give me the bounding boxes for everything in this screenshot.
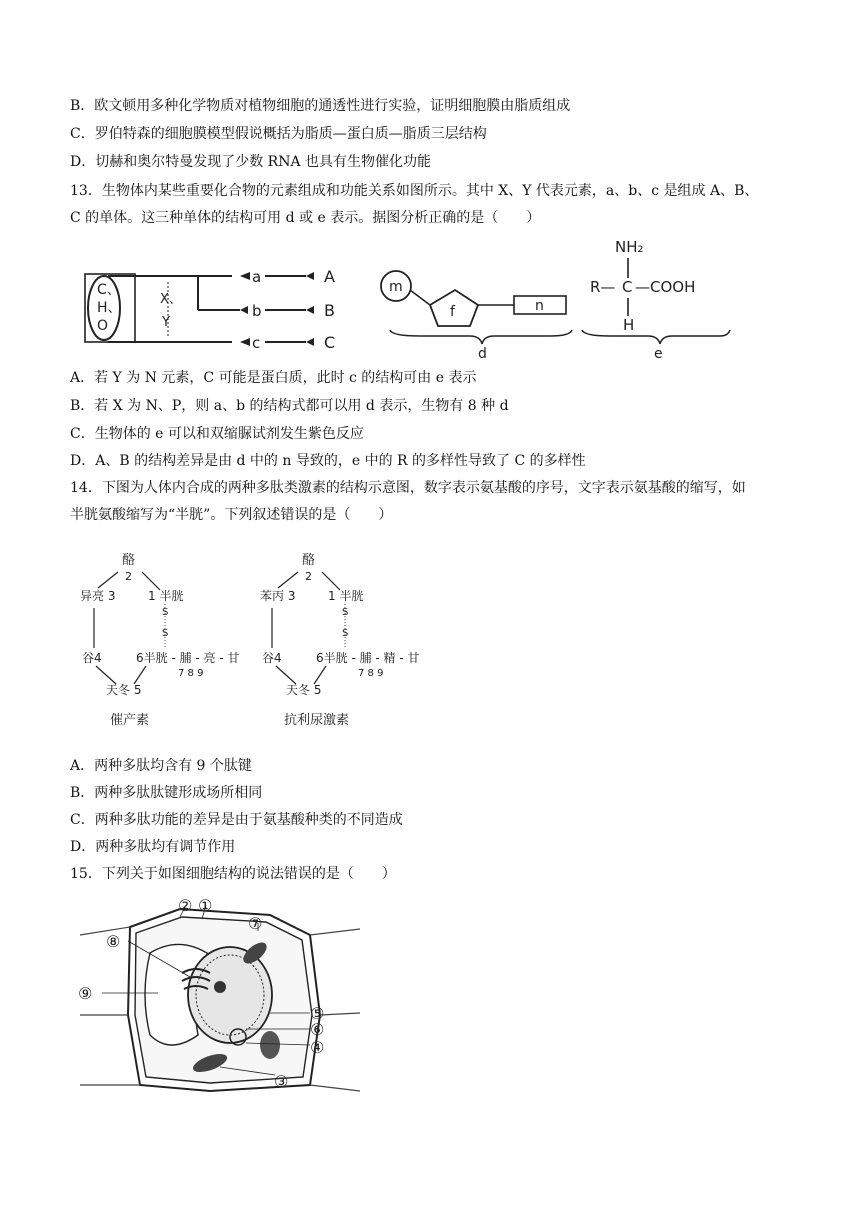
d-part-n: n: [535, 298, 544, 314]
svg-text:S: S: [342, 628, 349, 639]
svg-text:S: S: [342, 607, 349, 618]
label-1: ①: [198, 896, 213, 915]
aa-phe: 苯丙 3: [260, 589, 296, 603]
aa-cys1: 1 半胱: [328, 589, 364, 603]
plant-cell-figure: [70, 895, 370, 1105]
q13-stem-line2: C 的单体。这三种单体的结构可用 d 或 e 表示。据图分析正确的是（ ）: [70, 210, 541, 226]
q14-stem-line1: 14．下图为人体内合成的两种多肽类激素的结构示意图，数字表示氨基酸的序号，文字表示氨基酸的缩写，如: [70, 480, 746, 496]
q13-figure: [80, 230, 760, 362]
element-h: H、: [97, 300, 122, 316]
polymer-c: C: [324, 333, 336, 352]
element-o: O: [97, 318, 109, 334]
e-label: e: [654, 346, 663, 362]
q15-stem: 15．下列关于如图细胞结构的说法错误的是（ ）: [70, 866, 396, 882]
label-9: ⑨: [78, 984, 93, 1003]
q13-option-b: B．若 X 为 N、P，则 a、b 的结构式都可以用 d 表示，生物有 8 种 d: [70, 398, 509, 414]
svg-text:7 8 9: 7 8 9: [358, 668, 384, 679]
svg-text:2: 2: [305, 570, 312, 583]
label-6: ⑥: [310, 1020, 325, 1039]
label-8: ⑧: [106, 932, 121, 951]
e-r: R—: [590, 278, 616, 296]
oxytocin-figure: [70, 548, 260, 738]
aa-gln: 谷4: [82, 651, 102, 665]
svg-text:S: S: [162, 607, 169, 618]
element-y: Y: [162, 315, 170, 330]
label-5: ⑤: [310, 1004, 325, 1023]
label-4: ④: [310, 1038, 325, 1057]
aa-cys1: 1 半胱: [148, 589, 184, 603]
svg-text:7 8 9: 7 8 9: [178, 668, 204, 679]
monomer-b: b: [252, 302, 262, 320]
vasopressin-name: 抗利尿激素: [284, 713, 350, 728]
aa-tyr: 酪: [302, 553, 316, 568]
svg-text:2: 2: [125, 570, 132, 583]
aa-gln: 谷4: [262, 651, 282, 665]
d-label: d: [478, 346, 487, 362]
polymer-a: A: [324, 267, 335, 286]
aa-ile: 异亮 3: [80, 589, 116, 603]
element-x: X、: [160, 292, 182, 307]
e-c: C: [622, 278, 633, 296]
aa-asn: 天冬 5: [286, 683, 322, 697]
q13-option-d: D．A、B 的结构差异是由 d 中的 n 导致的，e 中的 R 的多样性导致了 C 的多样性: [70, 453, 586, 469]
label-2: ②: [178, 896, 193, 915]
label-3: ③: [274, 1072, 289, 1091]
q12-option-d: D．切赫和奥尔特曼发现了少数 RNA 也具有生物催化功能: [70, 154, 432, 170]
chain-right: 6半胱 - 脯 - 精 - 甘: [316, 651, 420, 665]
vasopressin-figure: [250, 548, 440, 738]
svg-text:S: S: [162, 628, 169, 639]
q13-stem-line1: 13．生物体内某些重要化合物的元素组成和功能关系如图所示。其中 X、Y 代表元素，a、b、c 是组成 A、B、: [70, 183, 759, 199]
oxytocin-name: 催产素: [110, 713, 150, 728]
chloroplast: [260, 1031, 280, 1059]
d-part-m: m: [389, 279, 403, 295]
q12-option-c: C．罗伯特森的细胞膜模型假说概括为脂质—蛋白质—脂质三层结构: [70, 126, 487, 142]
q14-option-b: B．两种多肽肽键形成场所相同: [70, 785, 263, 801]
aa-asn: 天冬 5: [106, 683, 142, 697]
monomer-c: c: [252, 334, 261, 352]
polymer-b: B: [324, 301, 335, 320]
e-nh2: NH₂: [615, 238, 644, 256]
q14-option-d: D．两种多肽均有调节作用: [70, 839, 236, 855]
e-h: H: [623, 316, 635, 334]
e-cooh: —COOH: [635, 278, 696, 296]
q14-option-a: A．两种多肽均含有 9 个肽键: [70, 758, 252, 774]
q12-option-b: B．欧文顿用多种化学物质对植物细胞的通透性进行实验，证明细胞膜由脂质组成: [70, 98, 571, 114]
nucleus: [188, 947, 272, 1043]
chain-left: 6半胱 - 脯 - 亮 - 甘: [136, 651, 240, 665]
nucleolus: [214, 981, 226, 993]
q13-option-c: C．生物体的 e 可以和双缩脲试剂发生紫色反应: [70, 426, 364, 442]
element-c: C、: [97, 282, 121, 298]
q14-option-c: C．两种多肽功能的差异是由于氨基酸种类的不同造成: [70, 812, 403, 828]
monomer-a: a: [252, 268, 262, 286]
aa-tyr: 酪: [122, 553, 136, 568]
q13-option-a: A．若 Y 为 N 元素，C 可能是蛋白质，此时 c 的结构可由 e 表示: [70, 370, 477, 386]
label-7: ⑦: [248, 914, 263, 933]
d-part-f: f: [450, 304, 455, 320]
q14-stem-line2: 半胱氨酸缩写为“半胱”。下列叙述错误的是（ ）: [70, 507, 393, 523]
